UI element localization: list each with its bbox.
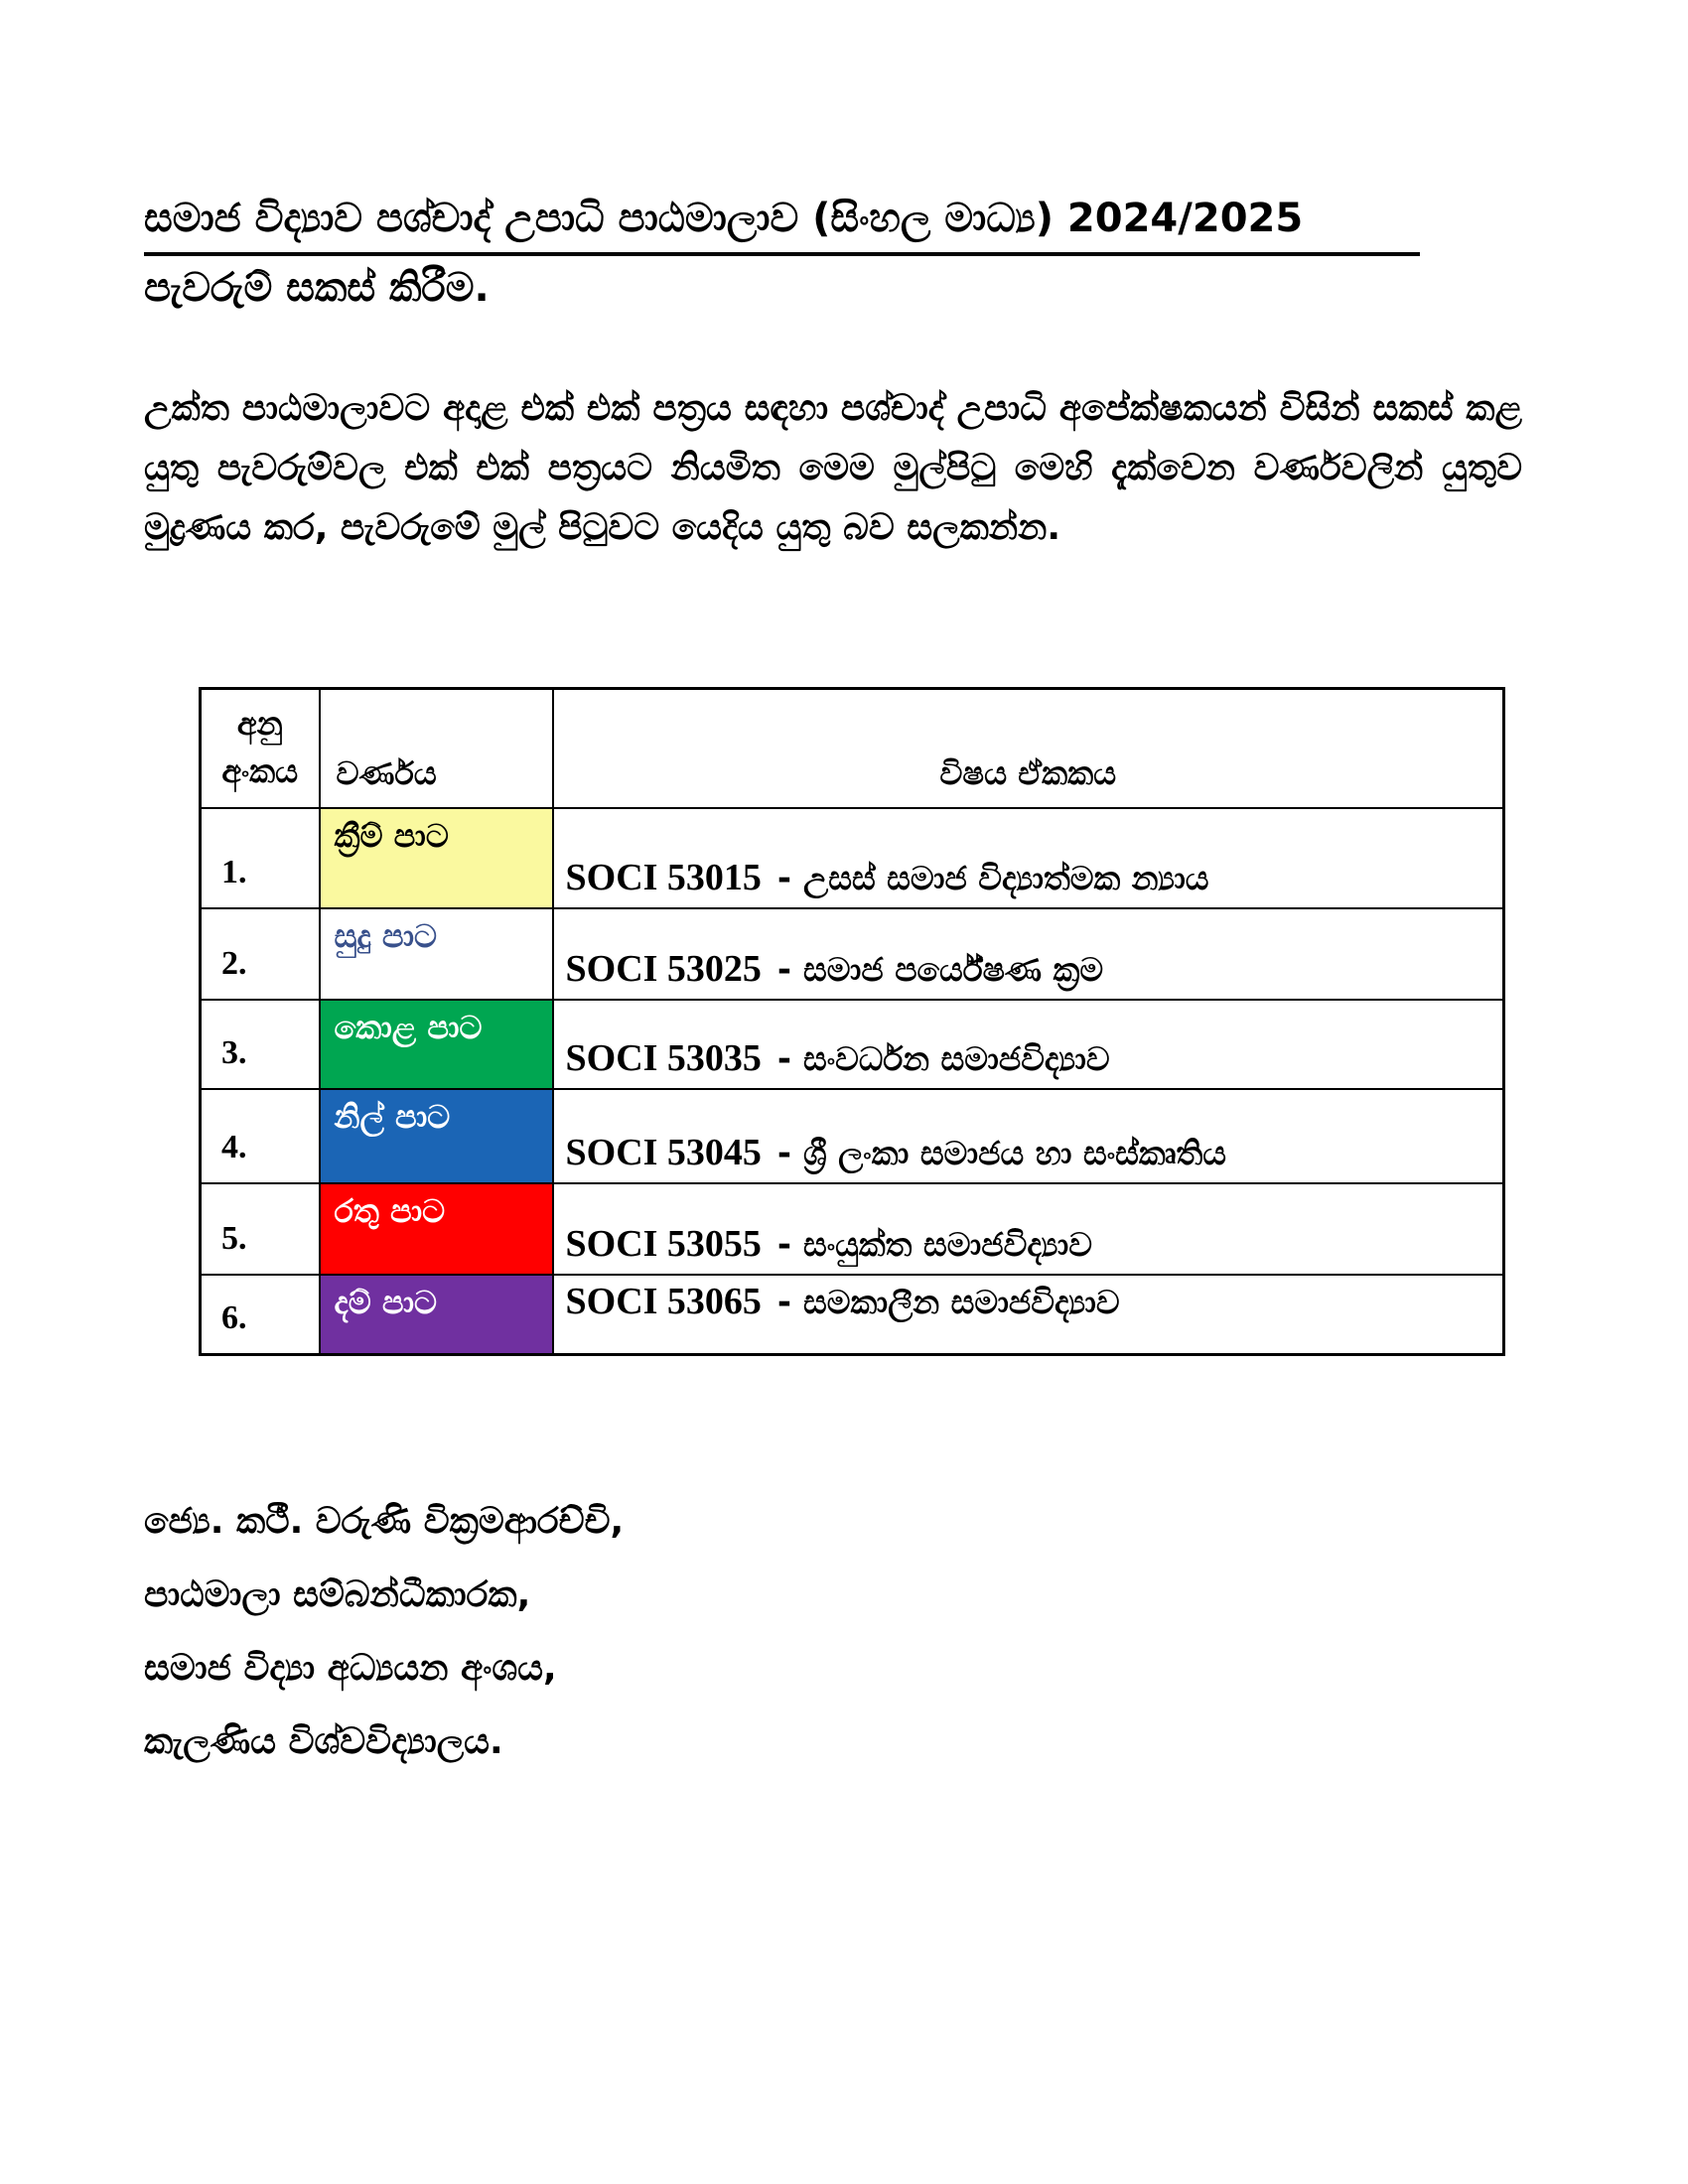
subject-unit-cell xyxy=(553,1183,1504,1275)
subject-unit-cell xyxy=(553,1000,1504,1089)
table-row xyxy=(201,1089,1504,1183)
course-separator: - xyxy=(776,1224,792,1265)
serial-number-cell: 5. xyxy=(201,1183,320,1275)
course-separator: - xyxy=(776,949,792,990)
course-code: SOCI 53065 xyxy=(565,1280,762,1322)
course-name: සමාජ පර්යේෂණ ක්‍රම xyxy=(803,949,1104,989)
title-line-2: පැවරුම් සකස් කිරීම. xyxy=(144,265,490,311)
color-swatch-cell: කොළ පාට xyxy=(320,1000,553,1089)
header-subject-unit: විෂය ඒකකය xyxy=(553,689,1504,808)
table-header-row xyxy=(201,689,1504,808)
subject-unit-cell xyxy=(553,808,1504,908)
intro-paragraph: උක්ත පාඨමාලාවට අදාළ එක් එක් පත්‍රය සඳහා පශ්චාද් උපාධි අපේක්ෂකයන් විසින් සකස් කළ යුතු පැවරුම්වල එක් එක් පත්‍රයට නියමිත මෙම මුල්පිටු මෙහි දැක්වෙන වර්ණවලින් යුතුව මුද්‍රණය කර, පැවරුමේ මුල් පිටුවට යෙදිය යුතු බව සලකන්න. xyxy=(144,388,1522,548)
course-name: ශ්‍රී ලංකා සමාජය හා සංස්කෘතිය xyxy=(803,1133,1227,1172)
color-swatch-cell: දම් පාට xyxy=(320,1275,553,1355)
course-separator: - xyxy=(776,1282,792,1322)
header-serial-line2: අංකය xyxy=(221,751,299,790)
serial-number-cell: 4. xyxy=(201,1089,320,1183)
header-color: වර්ණය xyxy=(320,689,553,808)
table-row xyxy=(201,1183,1504,1275)
table-row xyxy=(201,808,1504,908)
course-separator: - xyxy=(776,858,792,898)
course-code: SOCI 53035 xyxy=(565,1036,762,1079)
table-row xyxy=(201,1000,1504,1089)
color-swatch-cell: ක්‍රීම් පාට xyxy=(320,808,553,908)
title-line-1: සමාජ විද්‍යාව පශ්චාද් උපාධි පාඨමාලාව (සිංහල මාධ්‍ය) 2024/2025 xyxy=(144,195,1420,256)
table-row xyxy=(201,908,1504,1000)
course-code: SOCI 53015 xyxy=(565,856,762,898)
serial-number-cell: 3. xyxy=(201,1000,320,1089)
header-serial-line1: අනු xyxy=(236,704,283,743)
signature-department: සමාජ විද්‍යා අධ්‍යයන අංශය, xyxy=(144,1648,557,1689)
serial-number-cell: 6. xyxy=(201,1275,320,1355)
signature-block xyxy=(144,1485,624,1779)
course-name: සංයුක්ත සමාජවිද්‍යාව xyxy=(803,1224,1092,1264)
color-swatch-cell: සුදු පාට xyxy=(320,908,553,1000)
subject-unit-cell xyxy=(553,1089,1504,1183)
subject-unit-cell xyxy=(553,1275,1504,1355)
course-separator: - xyxy=(776,1038,792,1079)
table-row xyxy=(201,1275,1504,1355)
serial-number-cell: 2. xyxy=(201,908,320,1000)
document-title xyxy=(144,195,1420,312)
serial-number-cell: 1. xyxy=(201,808,320,908)
signature-university: කැලණිය විශ්වවිද්‍යාලය. xyxy=(144,1721,503,1762)
course-code: SOCI 53025 xyxy=(565,947,762,990)
color-swatch-cell: නිල් පාට xyxy=(320,1089,553,1183)
subject-unit-cell xyxy=(553,908,1504,1000)
course-color-table-wrapper xyxy=(199,687,1505,1356)
course-separator: - xyxy=(776,1133,792,1173)
table-body xyxy=(201,808,1504,1355)
course-code: SOCI 53045 xyxy=(565,1131,762,1173)
course-code: SOCI 53055 xyxy=(565,1222,762,1265)
course-name: උසස් සමාජ විද්‍යාත්මක න්‍යාය xyxy=(803,858,1209,897)
signature-name: ජ්‍යෙ. කථී. වරුණි වික්‍රමආරච්චි, xyxy=(144,1501,625,1542)
course-name: සංවර්ධන සමාජවිද්‍යාව xyxy=(803,1038,1110,1078)
course-name: සමකාලීන සමාජවිද්‍යාව xyxy=(803,1282,1120,1321)
header-serial-number xyxy=(201,689,320,808)
color-swatch-cell: රතු පාට xyxy=(320,1183,553,1275)
course-color-table xyxy=(199,687,1505,1356)
signature-role: පාඨමාලා සම්බන්ධීකාරක, xyxy=(144,1574,531,1615)
